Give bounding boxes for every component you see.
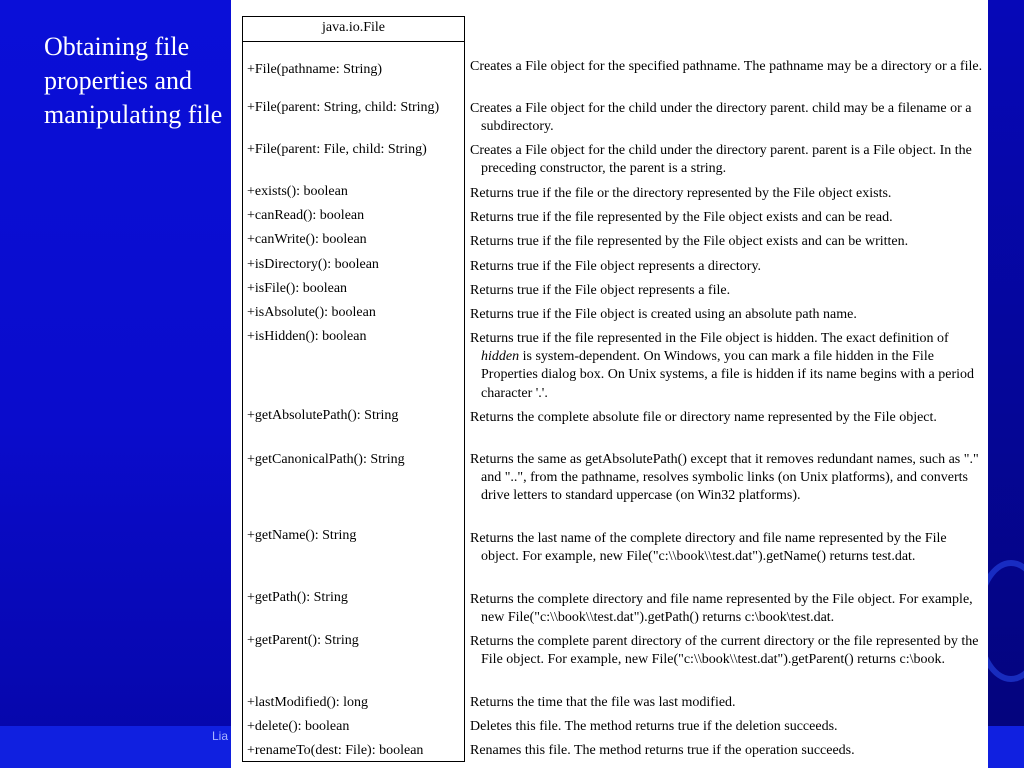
method-signature: +canRead(): boolean	[247, 208, 365, 223]
method-signature: +renameTo(dest: File): boolean	[247, 743, 424, 758]
method-description: Returns the complete directory and file name represented by the File object. For example, new File("c:\\book\\test.dat").getPath() returns c:\book\test.dat.	[470, 592, 973, 626]
method-description: Returns the complete parent directory of the current directory or the file represented by the File object. For example, new File("c:\\book\\test.dat").getParent() returns c:\book.	[470, 634, 979, 668]
uml-class-box	[242, 16, 465, 762]
method-signature: +getAbsolutePath(): String	[247, 408, 399, 423]
method-description: Returns true if the file represented by the File object exists and can be read.	[470, 210, 893, 225]
method-signature: +getPath(): String	[247, 590, 348, 605]
method-description: Returns the same as getAbsolutePath() except that it removes redundant names, such as "." and "..", from the pathname, resolves symbolic links (on Unix platforms), and converts drive letters to standard uppercase (on Win32 platforms).	[470, 452, 979, 504]
method-description: Creates a File object for the specified pathname. The pathname may be a directory or a file.	[470, 59, 983, 74]
method-description: Returns the last name of the complete directory and file name represented by the File object. For example, new File("c:\\book\\test.dat").getName() returns test.dat.	[470, 531, 947, 565]
method-description: Creates a File object for the child under the directory parent. child may be a filename or a subdirectory.	[470, 101, 972, 135]
method-signature: +canWrite(): boolean	[247, 232, 367, 247]
method-signature: +getName(): String	[247, 528, 357, 543]
method-signature: +lastModified(): long	[247, 695, 369, 710]
method-signature: +File(pathname: String)	[247, 62, 383, 77]
desc-text: is system-dependent. On Windows, you can mark a file hidden in the File Properties dialog box. On Unix systems, a file is hidden if its name begins with a period character '.'.	[481, 349, 975, 401]
method-signature: +getParent(): String	[247, 633, 359, 648]
method-description: Returns true if the File object represents a file.	[470, 283, 731, 298]
method-signature: +isFile(): boolean	[247, 281, 348, 296]
method-signature: +File(parent: String, child: String)	[247, 100, 440, 115]
method-description: Returns the time that the file was last modified.	[470, 695, 736, 710]
method-description: Creates a File object for the child under the directory parent. parent is a File object. In the preceding constructor, the parent is a string.	[470, 143, 972, 177]
method-signature: +isHidden(): boolean	[247, 329, 367, 344]
method-description: Returns true if the file represented by the File object exists and can be written.	[470, 234, 909, 249]
slide-title: Obtaining file properties and manipulating file	[44, 32, 223, 129]
desc-emphasis: hidden	[481, 349, 520, 365]
method-description: Returns true if the file or the directory represented by the File object exists.	[470, 186, 892, 201]
method-description	[470, 330, 987, 403]
method-description: Returns true if the File object represents a directory.	[470, 259, 762, 274]
method-signature: +delete(): boolean	[247, 719, 350, 734]
method-description: Returns the complete absolute file or directory name represented by the File object.	[470, 410, 937, 425]
method-description: Returns true if the File object is created using an absolute path name.	[470, 307, 857, 322]
method-description: Renames this file. The method returns true if the operation succeeds.	[470, 743, 855, 758]
desc-text: Returns true if the file represented in the File object is hidden. The exact definition of	[470, 331, 949, 346]
method-signature: +getCanonicalPath(): String	[247, 452, 405, 467]
method-signature: +File(parent: File, child: String)	[247, 142, 427, 157]
footer-text: Lia	[212, 729, 229, 743]
method-description: Deletes this file. The method returns true if the deletion succeeds.	[470, 719, 838, 734]
method-signature: +isAbsolute(): boolean	[247, 305, 376, 320]
method-signature: +isDirectory(): boolean	[247, 257, 379, 272]
uml-class-name: java.io.File	[243, 17, 464, 42]
method-signature: +exists(): boolean	[247, 184, 348, 199]
